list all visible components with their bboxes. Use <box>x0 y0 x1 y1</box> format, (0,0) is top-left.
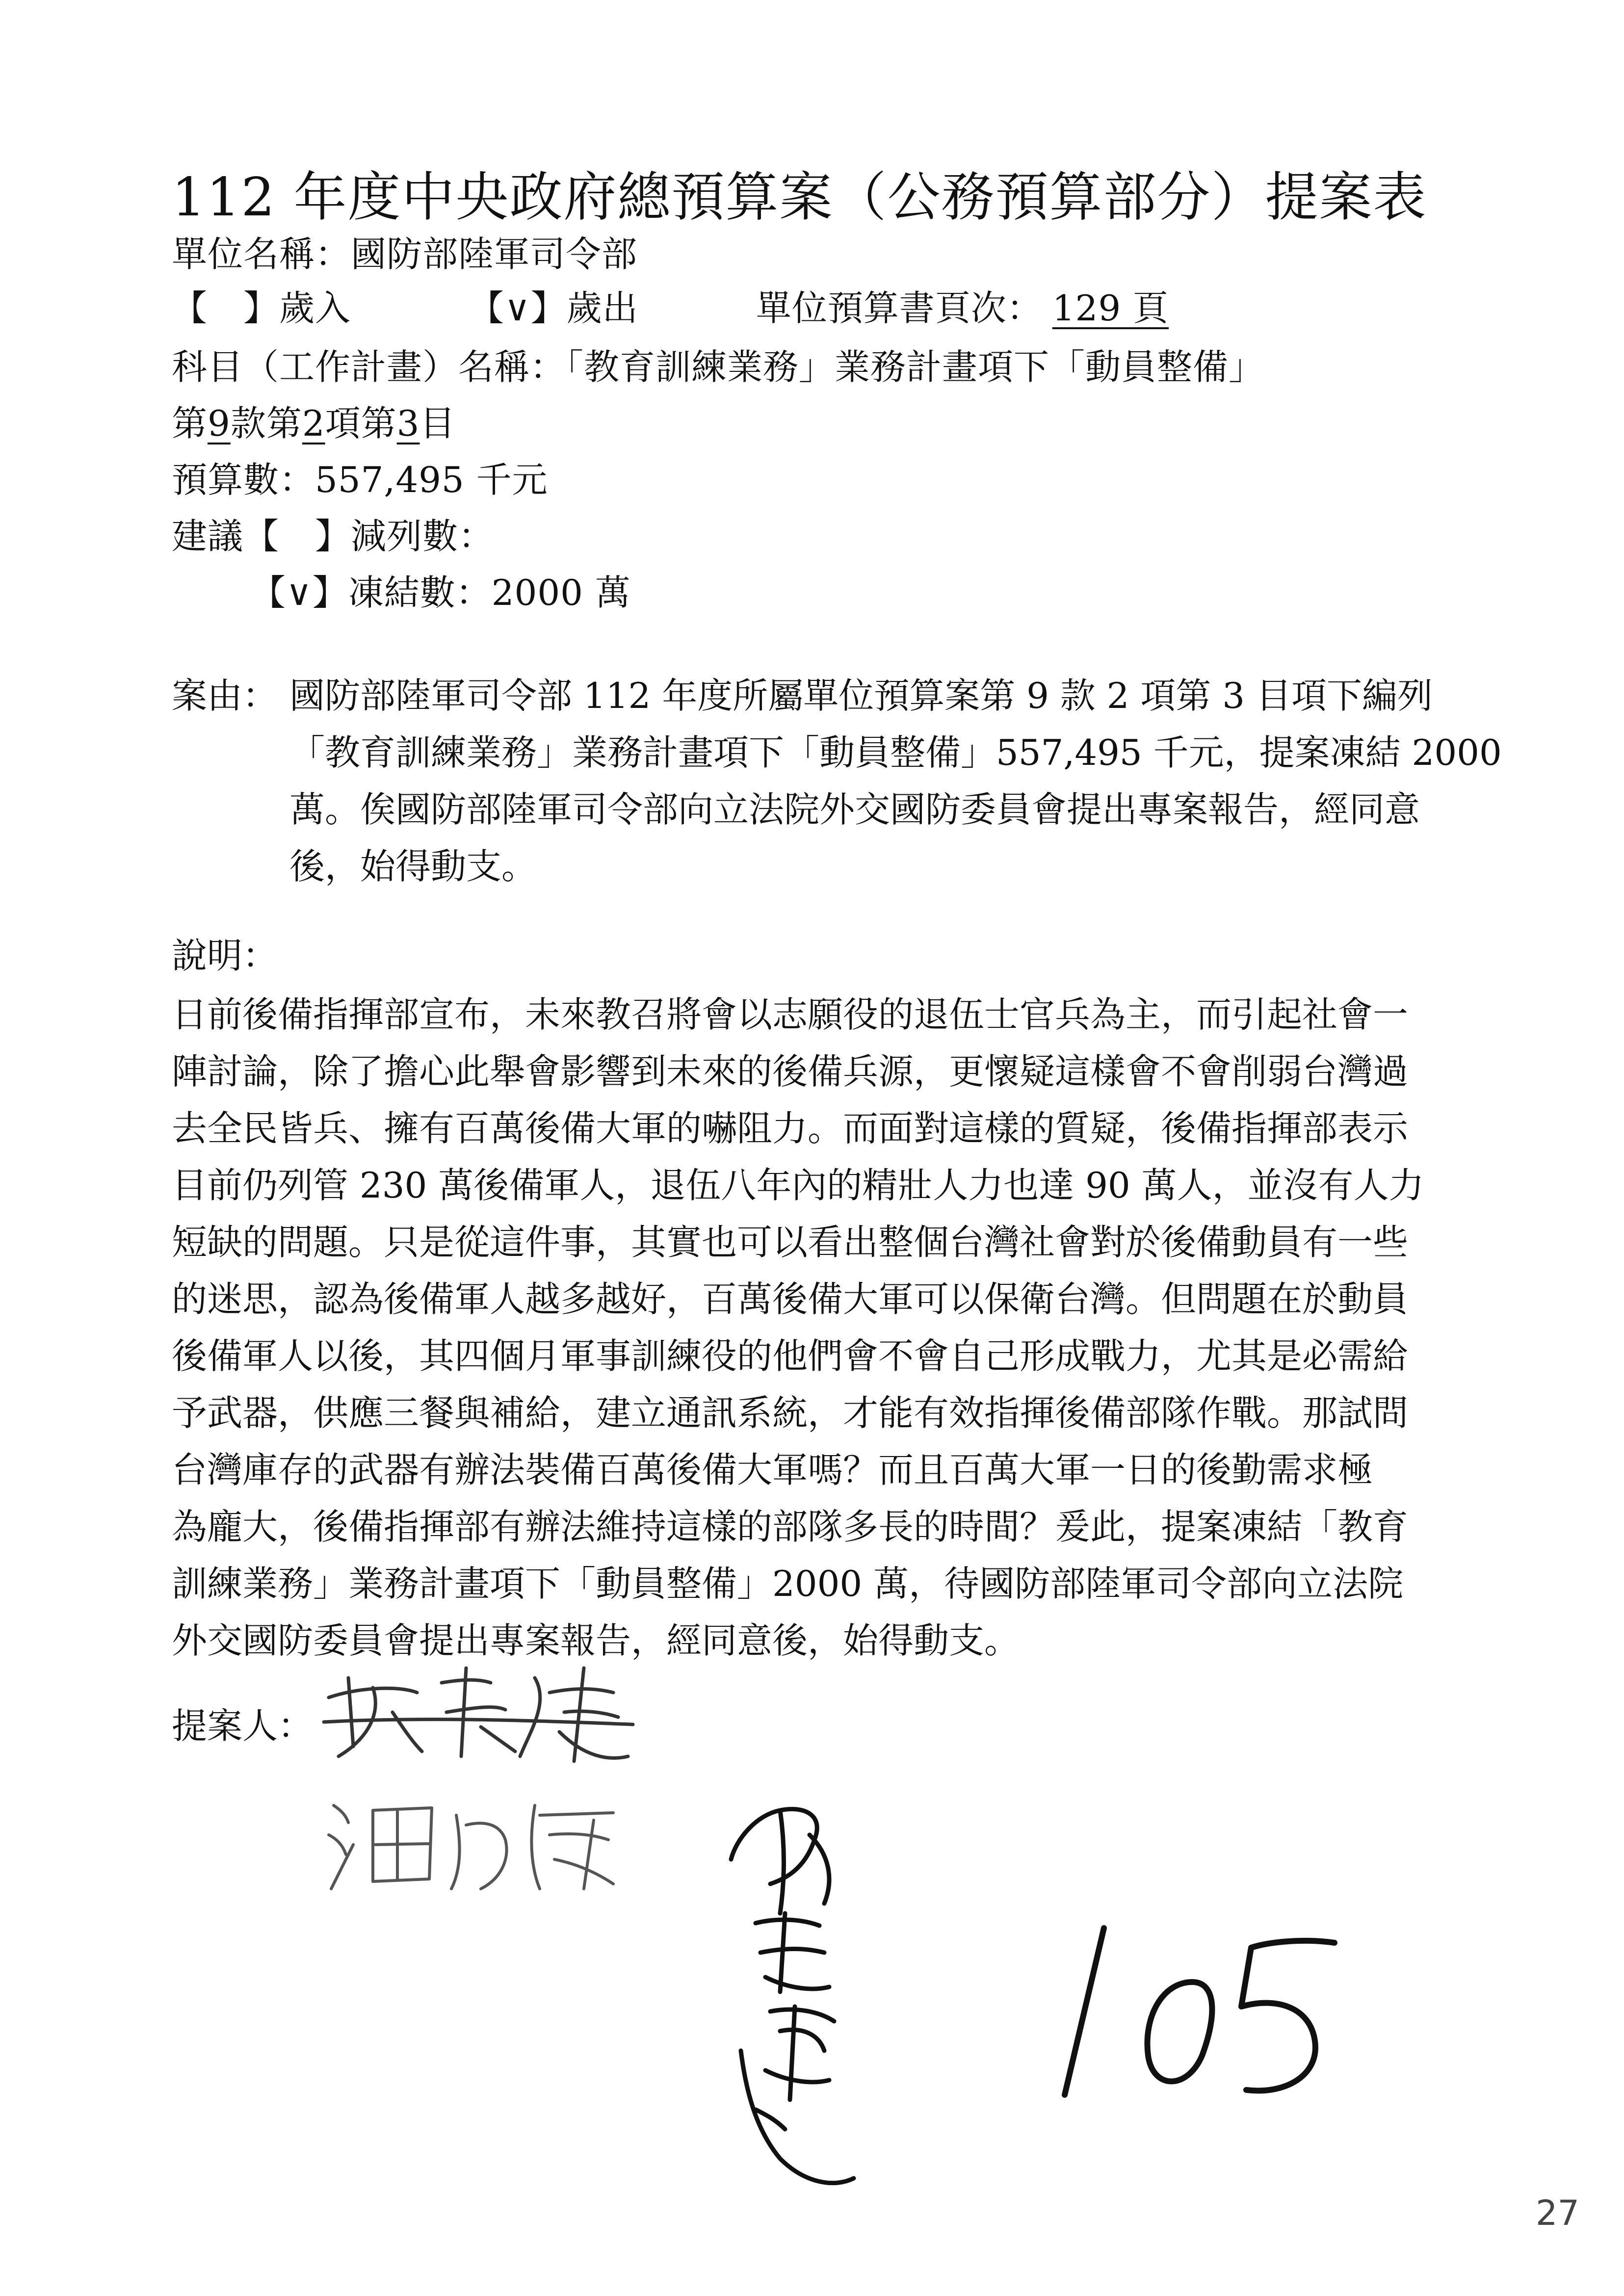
explain-line: 陣討論，除了擔心此舉會影響到未來的後備兵源，更懷疑這樣會不會削弱台灣過 <box>172 1051 1409 1092</box>
handwritten-number-105 <box>1045 1908 1349 2114</box>
proposer-label: 提案人： <box>172 1705 314 1747</box>
item-xiang-number: 2 <box>302 403 325 444</box>
reason-label: 案由： <box>172 675 278 716</box>
explain-line: 的迷思，認為後備軍人越多越好，百萬後備大軍可以保衛台灣。但問題在於動員 <box>172 1278 1409 1320</box>
item-prefix: 第 <box>172 403 208 444</box>
explain-line: 為龐大，後備指揮部有辦法維持這樣的部隊多長的時間？爰此，提案凍結「教育 <box>172 1506 1409 1547</box>
signature-1 <box>319 1658 638 1771</box>
signature-3 <box>711 1796 859 2218</box>
page-mark: 27 <box>1536 2193 1580 2233</box>
unit-name: 單位名稱：國防部陸軍司令部 <box>172 234 638 275</box>
reason-line: 「教育訓練業務」業務計畫項下「動員整備」557,495 千元，提案凍結 2000 <box>289 732 1502 773</box>
item-mu-number: 3 <box>396 403 420 444</box>
item-mu-label: 目 <box>419 403 456 444</box>
item-numbers <box>172 395 456 446</box>
subject-name: 科目（工作計畫）名稱：「教育訓練業務」業務計畫項下「動員整備」 <box>172 346 1265 388</box>
explain-label: 說明： <box>172 935 278 976</box>
suggest-freeze: 【∨】凍結數：2000 萬 <box>250 572 631 613</box>
budget-amount: 預算數：557,495 千元 <box>172 459 548 500</box>
explain-line: 目前仍列管 230 萬後備軍人，退伍八年內的精壯人力也達 90 萬人，並沒有人力 <box>172 1165 1424 1206</box>
income-checkbox: 【 】歲入 <box>172 287 351 329</box>
income-expense-row <box>172 280 1179 331</box>
item-xiang-label: 項第 <box>325 403 397 444</box>
item-kuan-number: 9 <box>208 403 231 444</box>
explain-line: 後備軍人以後，其四個月軍事訓練役的他們會不會自己形成戰力，尤其是必需給 <box>172 1335 1409 1377</box>
expense-checkbox: 【∨】歲出 <box>469 287 638 329</box>
explain-line: 台灣庫存的武器有辦法裝備百萬後備大軍嗎？而且百萬大軍一日的後勤需求極 <box>172 1449 1373 1490</box>
document-title: 112 年度中央政府總預算案（公務預算部分）提案表 <box>172 167 1427 228</box>
explain-line: 短缺的問題。只是從這件事，其實也可以看出整個台灣社會對於後備動員有一些 <box>172 1222 1409 1263</box>
reason-line: 萬。俟國防部陸軍司令部向立法院外交國防委員會提出專案報告，經同意 <box>289 789 1420 830</box>
explain-line: 外交國防委員會提出專案報告，經同意後，始得動支。 <box>172 1620 1020 1661</box>
explain-line: 去全民皆兵、擁有百萬後備大軍的嚇阻力。而面對這樣的質疑，後備指揮部表示 <box>172 1108 1409 1149</box>
reason-line: 後，始得動支。 <box>289 846 537 887</box>
explain-line: 予武器，供應三餐與補給，建立通訊系統，才能有效指揮後備部隊作戰。那試問 <box>172 1392 1409 1434</box>
signature-2 <box>319 1786 638 1899</box>
page-ref-label: 單位預算書頁次： <box>756 287 1043 329</box>
explain-line: 日前後備指揮部宣布，未來教召將會以志願役的退伍士官兵為主，而引起社會一 <box>172 994 1409 1035</box>
suggest-cut: 建議【 】減列數： <box>172 516 495 557</box>
item-kuan-label: 款第 <box>230 403 302 444</box>
page-ref-value: 129 頁 <box>1052 287 1169 329</box>
explain-line: 訓練業務」業務計畫項下「動員整備」2000 萬，待國防部陸軍司令部向立法院 <box>172 1563 1404 1604</box>
reason-line: 國防部陸軍司令部 112 年度所屬單位預算案第 9 款 2 項第 3 目項下編列 <box>289 675 1433 716</box>
